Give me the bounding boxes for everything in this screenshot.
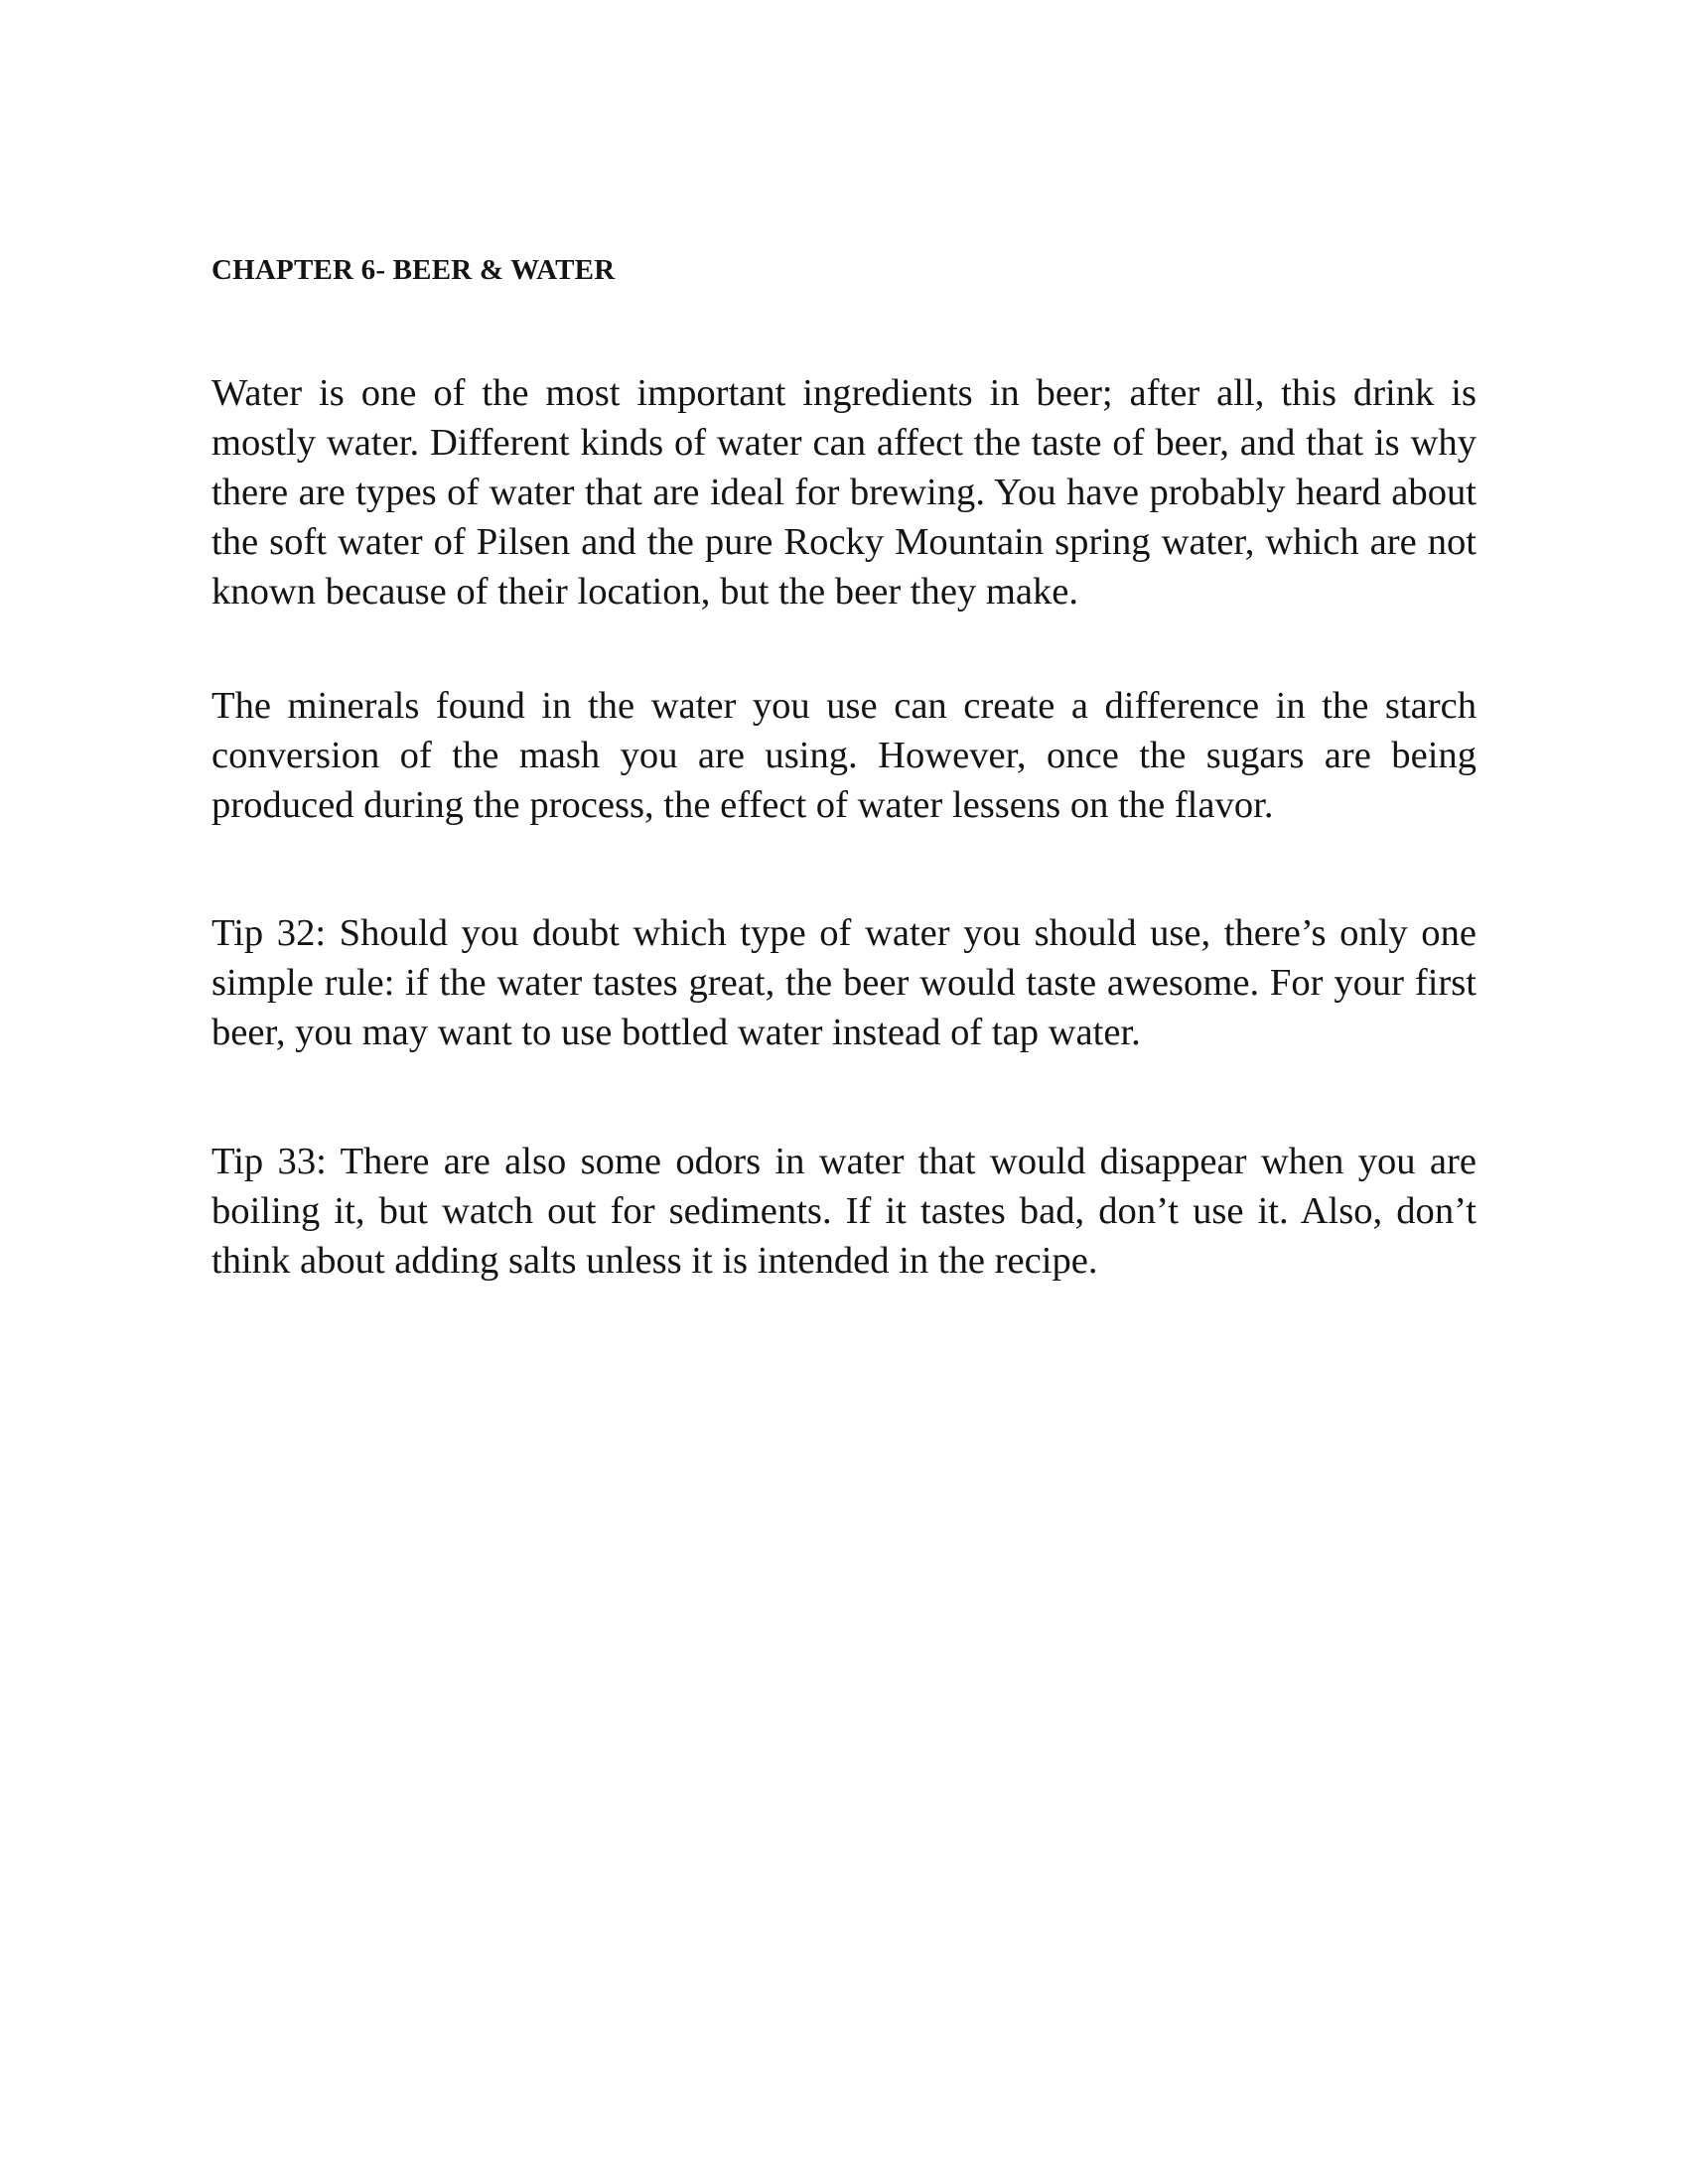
body-paragraph: Water is one of the most important ingredients in beer; after all, this drink is mostly water. Different kinds of water can affect the taste of beer, and that is why there are types of water that are ideal for brewing. You have probably heard about the soft water of Pilsen and the pure Rocky Mountain spring water, which are not known because of their location, but the beer they make. [211,372,1477,613]
chapter-heading: CHAPTER 6- BEER & WATER [211,254,616,286]
tip-paragraph: Tip 32: Should you doubt which type of water you should use, there’s only one simple rule: if the water tastes great, the beer would taste awesome. For your first beer, you may want to use bottled water instead of tap water. [211,912,1477,1053]
tip-paragraph: Tip 33: There are also some odors in water that would disappear when you are boiling it, but watch out for sediments. If it tastes bad, don’t use it. Also, don’t think about adding salts unless it is intended in the recipe. [211,1141,1477,1282]
body-paragraph: The minerals found in the water you use can create a difference in the starch conversion of the mash you are using. However, once the sugars are being produced during the process, the effect of water lessens on the flavor. [211,685,1477,826]
